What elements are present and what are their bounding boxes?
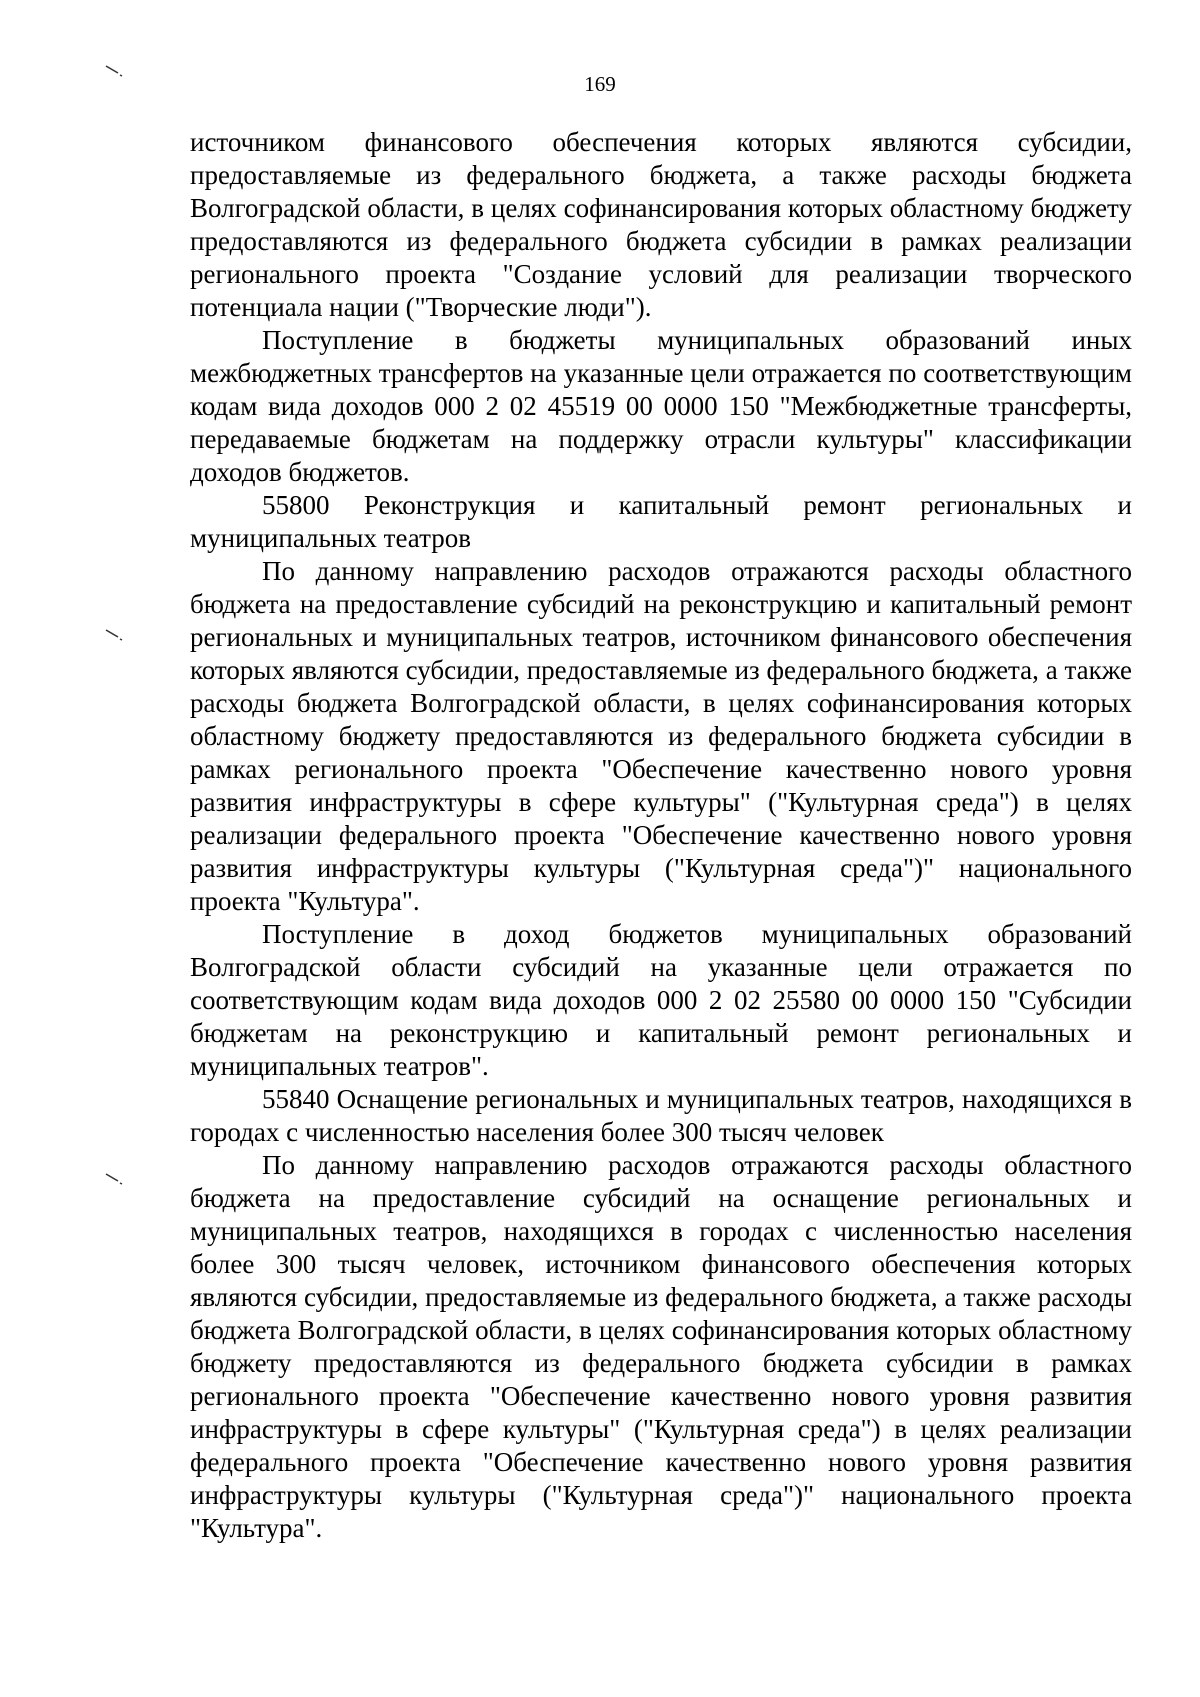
paragraph: По данному направлению расходов отражаются расходы областного бюджета на предоставление субсидий на оснащение региональных и муниципальных театров, находящихся в городах с численностью населения более 300 тысяч человек, источником финансового обеспечения которых являются субсидии, предоставляемые из федерального бюджета, а также расходы бюджета Волгоградской области, в целях софинансирования которых областному бюджету предоставляются из федерального бюджета субсидии в рамках регионального проекта "Обеспечение качественно нового уровня развития инфраструктуры в сфере культуры" ("Культурная среда") в целях реализации федерального проекта "Обеспечение качественно нового уровня развития инфраструктуры культуры ("Культурная среда")" национального проекта "Культура". bbox=[190, 1150, 1132, 1543]
page-number: 169 bbox=[584, 72, 616, 96]
paragraph: Поступление в бюджеты муниципальных образований иных межбюджетных трансфертов на указанные цели отражается по соответствующим кодам вида доходов 000 2 02 45519 00 0000 150 "Межбюджетные трансферты, передаваемые бюджетам на поддержку отрасли культуры" классификации доходов бюджетов. bbox=[190, 325, 1132, 487]
scan-mark-icon bbox=[104, 1172, 126, 1186]
section-heading: 55800 Реконструкция и капитальный ремонт региональных и муниципальных театров bbox=[190, 490, 1132, 553]
paragraph: Поступление в доход бюджетов муниципальных образований Волгоградской области субсидий на указанные цели отражается по соответствующим кодам вида доходов 000 2 02 25580 00 0000 150 "Субсидии бюджетам на реконструкцию и капитальный ремонт региональных и муниципальных театров". bbox=[190, 919, 1132, 1081]
scan-mark-icon bbox=[104, 628, 126, 642]
section-heading: 55840 Оснащение региональных и муниципальных театров, находящихся в городах с численностью населения более 300 тысяч человек bbox=[190, 1084, 1132, 1147]
paragraph: По данному направлению расходов отражаются расходы областного бюджета на предоставление субсидий на реконструкцию и капитальный ремонт региональных и муниципальных театров, источником финансового обеспечения которых являются субсидии, предоставляемые из федерального бюджета, а также расходы бюджета Волгоградской области, в целях софинансирования которых областному бюджету предоставляются из федерального бюджета субсидии в рамках регионального проекта "Обеспечение качественно нового уровня развития инфраструктуры в сфере культуры" ("Культурная среда") в целях реализации федерального проекта "Обеспечение качественно нового уровня развития инфраструктуры культуры ("Культурная среда")" национального проекта "Культура". bbox=[190, 556, 1132, 916]
paragraph: источником финансового обеспечения которых являются субсидии, предоставляемые из федерального бюджета, а также расходы бюджета Волгоградской области, в целях софинансирования которых областному бюджету предоставляются из федерального бюджета субсидии в рамках реализации регионального проекта "Создание условий для реализации творческого потенциала нации ("Творческие люди"). bbox=[190, 127, 1132, 322]
document-body bbox=[190, 126, 1132, 1545]
